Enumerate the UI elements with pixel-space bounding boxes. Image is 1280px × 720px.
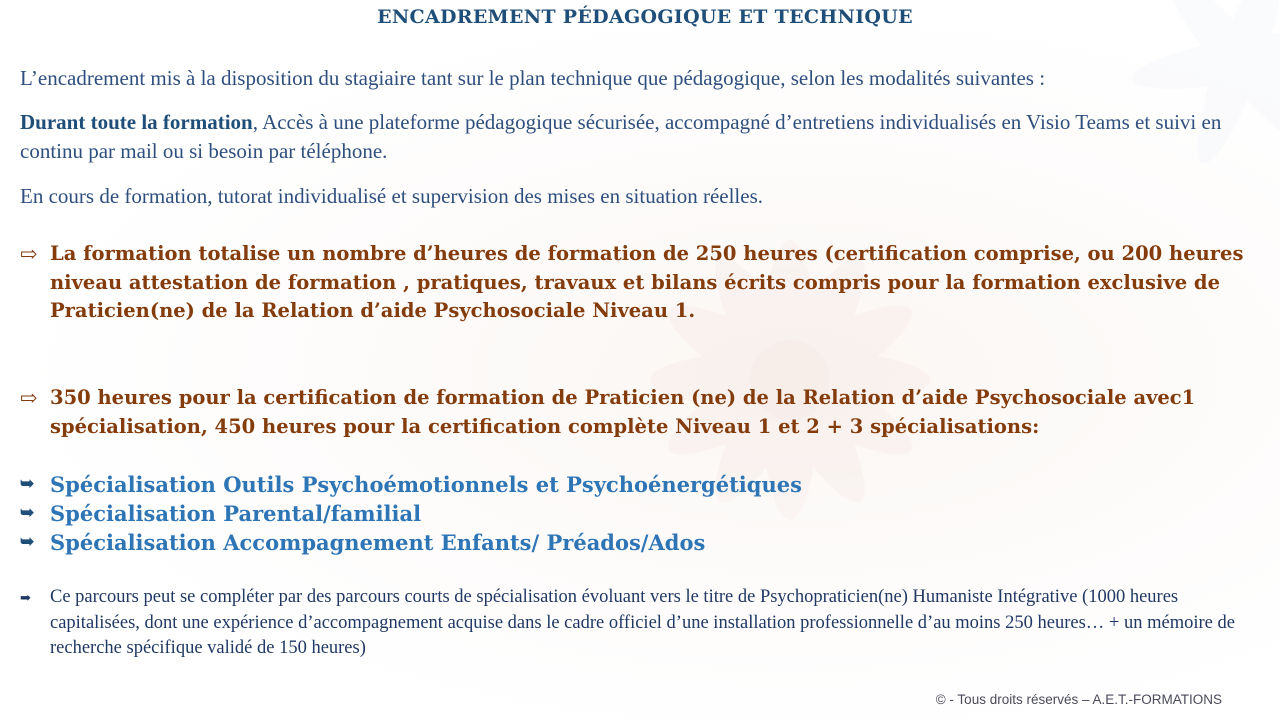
hours-item-text: 350 heures pour la certification de formation de Praticien (ne) de la Relation d’aide Psychosociale avec1 spécialisation, 450 heures pour la certification complète Niveau 1 et 2 + 3 spécialisations: — [50, 386, 1196, 438]
hours-item-text: La formation totalise un nombre d’heures de formation de 250 heures (certification comprise, ou 200 heures niveau attestation de formation , pratiques, travaux et bilans écrits compris pour la formation exclusive de Praticien(ne) de la Relation d’aide Psychosociale Niveau 1. — [50, 242, 1244, 322]
curved-arrow-icon: ➥ — [20, 503, 35, 523]
curved-arrow-icon: ➥ — [20, 474, 35, 494]
tutorat-paragraph: En cours de formation, tutorat individualisé et supervision des mises en situation réelles. — [20, 184, 764, 208]
double-arrow-icon: ⇨ — [20, 386, 38, 410]
formation-access-paragraph — [20, 108, 1260, 166]
list-item — [20, 499, 1220, 528]
copyright-footer: © - Tous droits réservés – A.E.T.-FORMATIONS — [935, 692, 1222, 707]
specialisation-label: Spécialisation Outils Psychoémotionnels et Psychoénergétiques — [50, 472, 802, 497]
hours-item-level1 — [20, 240, 1250, 326]
arrow-icon: ➡ — [20, 590, 31, 605]
complementary-note-text: Ce parcours peut se compléter par des parcours courts de spécialisation évoluant vers le titre de Psychopraticien(ne) Humaniste Intégrative (1000 heures capitalisées, dont une expérience d’accompagnement acquise dans le cadre officiel d’une installation professionnelle d’au moins 250 heures… + un mémoire de recherche spécifique validé de 150 heures) — [50, 587, 1235, 658]
specialisation-label: Spécialisation Parental/familial — [50, 501, 422, 526]
complementary-note — [20, 585, 1240, 662]
curved-arrow-icon: ➥ — [20, 532, 35, 552]
list-item — [20, 528, 1220, 557]
specialisation-list — [20, 470, 1220, 557]
formation-access-text: , Accès à une plateforme pédagogique sécurisée, accompagné d’entretiens individualisés en Visio Teams et suivi en continu par mail ou si besoin par téléphone. — [20, 110, 1222, 163]
specialisation-label: Spécialisation Accompagnement Enfants/ Préados/Ados — [50, 530, 706, 555]
hours-item-certification — [20, 384, 1250, 441]
page-title: ENCADREMENT PÉDAGOGIQUE ET TECHNIQUE — [377, 6, 913, 28]
formation-access-lead: Durant toute la formation — [20, 110, 253, 134]
double-arrow-icon: ⇨ — [20, 242, 38, 266]
intro-paragraph: L’encadrement mis à la disposition du stagiaire tant sur le plan technique que pédagogique, selon les modalités suivantes : — [20, 66, 1046, 90]
list-item — [20, 470, 1220, 499]
